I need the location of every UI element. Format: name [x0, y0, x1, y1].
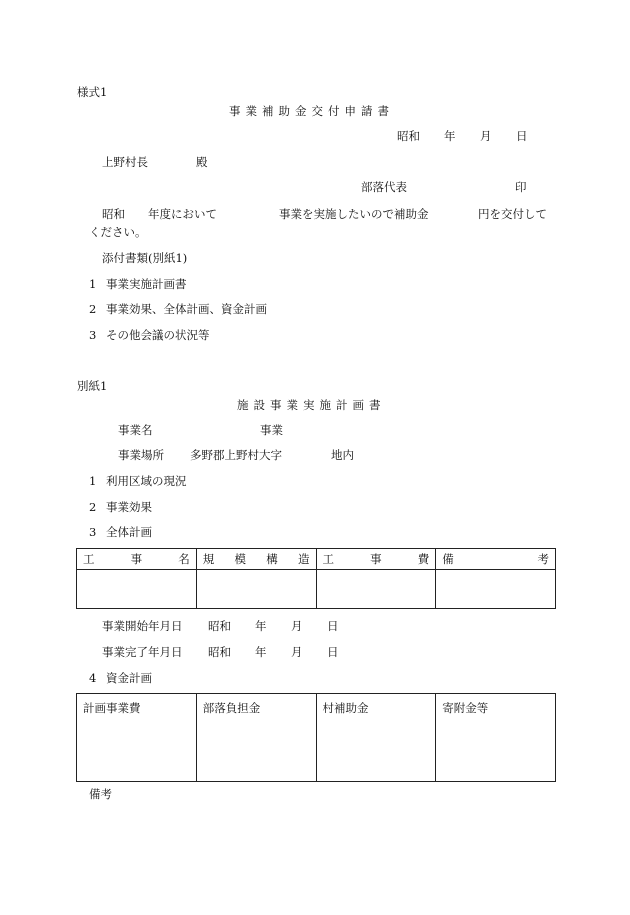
header-char: 構 — [266, 552, 278, 566]
start-date-year: 年 — [255, 619, 267, 633]
header-char: 名 — [178, 552, 190, 566]
location-value: 多野郡上野村大字 — [190, 448, 282, 462]
funding-header: 部落負担金 — [202, 701, 261, 715]
attachment-num: 2 — [89, 302, 97, 316]
funding-cell-plan-cost — [77, 694, 197, 782]
form-label: 様式1 — [77, 85, 108, 99]
end-date-era: 昭和 — [208, 645, 231, 659]
section-num: 3 — [89, 525, 97, 539]
plan-cell — [77, 570, 197, 609]
body-project: 事業を実施したいので補助金 — [279, 207, 429, 221]
funding-header: 計画事業費 — [83, 701, 141, 715]
body-fiscal-year: 年度において — [148, 207, 217, 221]
body-era: 昭和 — [102, 207, 125, 221]
honorific: 殿 — [196, 155, 208, 169]
location-label: 事業場所 — [118, 448, 164, 462]
date-day: 日 — [516, 129, 528, 143]
funding-table — [76, 693, 556, 782]
header-char: 事 — [130, 552, 143, 566]
end-date-month: 月 — [291, 645, 303, 659]
plan-cell — [436, 570, 556, 609]
plan-table-header-row — [77, 549, 556, 570]
addressee: 上野村長 — [102, 155, 148, 169]
section-num: 1 — [89, 474, 97, 488]
section-heading: 全体計画 — [106, 525, 152, 539]
attachments-heading: 添付書類(別紙1) — [102, 251, 188, 265]
header-cell-scale-structure — [196, 549, 316, 570]
section-heading: 事業効果 — [106, 500, 152, 514]
sheet-label: 別紙1 — [77, 379, 108, 393]
funding-cell-donations — [436, 694, 556, 782]
start-date-era: 昭和 — [208, 619, 231, 633]
header-cell-remarks — [436, 549, 556, 570]
start-date-day: 日 — [327, 619, 339, 633]
project-name-label: 事業名 — [118, 423, 153, 437]
section-heading: 資金計画 — [106, 671, 152, 685]
header-char: 工 — [322, 552, 335, 566]
date-month: 月 — [480, 129, 492, 143]
location-suffix: 地内 — [331, 448, 354, 462]
funding-header: 寄附金等 — [442, 701, 489, 715]
plan-table-row — [77, 570, 556, 609]
end-date-label: 事業完了年月日 — [102, 645, 183, 659]
end-date-year: 年 — [255, 645, 267, 659]
form-title: 事業補助金交付申請書 — [229, 104, 394, 118]
section-heading: 利用区域の現況 — [106, 474, 187, 488]
header-char: 造 — [298, 552, 310, 566]
section-num: 4 — [89, 671, 97, 685]
project-name-suffix: 事業 — [260, 423, 283, 437]
body-amount: 円を交付して — [478, 207, 547, 221]
attachment-num: 1 — [89, 277, 97, 291]
end-date-day: 日 — [327, 645, 339, 659]
funding-header: 村補助金 — [322, 701, 369, 715]
date-year: 年 — [444, 129, 456, 143]
remarks-label: 備考 — [89, 787, 112, 801]
header-char: 工 — [83, 552, 95, 566]
section-num: 2 — [89, 500, 97, 514]
header-char: 模 — [234, 552, 246, 566]
plan-table — [76, 548, 556, 609]
header-char: 費 — [417, 552, 430, 566]
attachment-item: 事業実施計画書 — [106, 277, 187, 291]
start-date-label: 事業開始年月日 — [102, 619, 183, 633]
attachment-item: その他会議の状況等 — [106, 328, 210, 342]
plan-title: 施設事業実施計画書 — [237, 398, 386, 412]
funding-cell-hamlet-share — [196, 694, 316, 782]
header-cell-cost — [316, 549, 436, 570]
funding-table-row — [77, 694, 556, 782]
header-cell-work-name — [77, 549, 197, 570]
header-char: 備 — [442, 552, 454, 566]
funding-cell-village-subsidy — [316, 694, 436, 782]
attachment-item: 事業効果、全体計画、資金計画 — [106, 302, 267, 316]
seal-mark: 印 — [515, 180, 527, 194]
date-era: 昭和 — [397, 129, 420, 143]
start-date-month: 月 — [291, 619, 303, 633]
header-char: 事 — [370, 552, 382, 566]
plan-cell — [316, 570, 436, 609]
applicant-label: 部落代表 — [361, 180, 407, 194]
header-char: 規 — [202, 552, 215, 566]
attachment-num: 3 — [89, 328, 97, 342]
body-line-2: ください。 — [89, 225, 147, 239]
plan-cell — [196, 570, 316, 609]
header-char: 考 — [537, 552, 549, 566]
